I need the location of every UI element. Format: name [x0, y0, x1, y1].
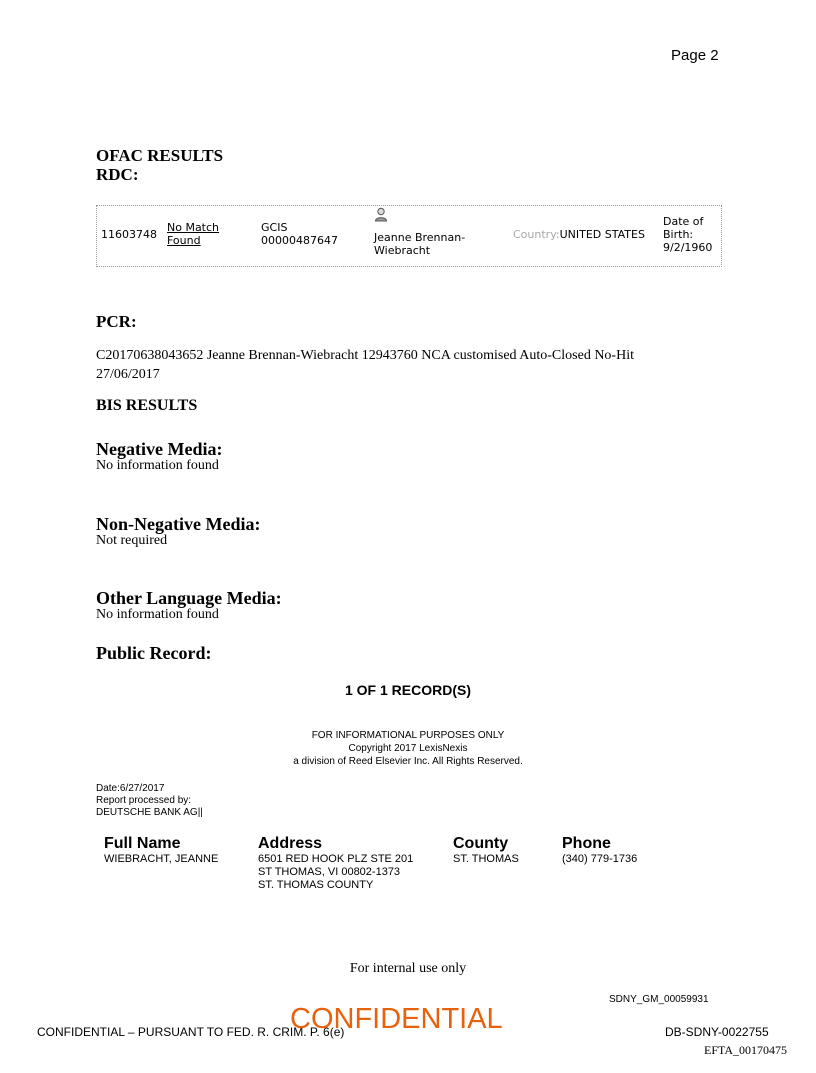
non-negative-media-text: Not required [96, 533, 168, 548]
pcr-line-1: C20170638043652 Jeanne Brennan-Wiebracht 12943760 NCA customised Auto-Closed No-Hit [96, 348, 634, 363]
pcr-heading: PCR: [96, 312, 137, 331]
copyright-notice: FOR INFORMATIONAL PURPOSES ONLY Copyright 2017 LexisNexis a division of Reed Elsevier Inc. All Rights Reserved. [293, 730, 523, 767]
public-record-heading: Public Record: [96, 643, 212, 663]
confidential-stamp: CONFIDENTIAL [290, 1003, 503, 1035]
report-date: Date:6/27/2017 [96, 783, 165, 794]
gcis-number: GCIS 00000487647 [261, 221, 338, 247]
phone-header: Phone [562, 835, 611, 852]
rdc-id: 11603748 [101, 228, 157, 241]
bis-results-heading: BIS RESULTS [96, 397, 198, 414]
county-header: County [453, 835, 509, 852]
non-negative-media-heading: Non-Negative Media: [96, 514, 261, 534]
pcr-line-2: 27/06/2017 [96, 367, 160, 382]
address-header: Address [258, 835, 323, 852]
rdc-result-row [96, 205, 722, 267]
country-label: Country: [513, 228, 560, 241]
person-icon [374, 207, 388, 222]
internal-use-note: For internal use only [349, 961, 467, 976]
record-county: ST. THOMAS [453, 853, 519, 865]
record-address: 6501 RED HOOK PLZ STE 201 ST THOMAS, VI 00802-1373 ST. THOMAS COUNTY [258, 853, 414, 891]
record-phone: (340) 779-1736 [562, 853, 638, 865]
processed-by-label: Report processed by: [96, 795, 192, 806]
report-meta [96, 783, 203, 819]
bates-number: DB-SDNY-0022755 [665, 1025, 769, 1039]
rdc-heading: RDC: [96, 165, 139, 184]
other-language-media-text: No information found [96, 607, 219, 622]
country-field [513, 228, 645, 241]
full-name-header: Full Name [104, 835, 181, 852]
efta-number: EFTA_00170475 [704, 1043, 788, 1057]
negative-media-text: No information found [96, 458, 219, 473]
processor-name: DEUTSCHE BANK AG|| [96, 807, 203, 818]
sdny-gm-number: SDNY_GM_00059931 [609, 994, 709, 1005]
record-full-name: WIEBRACHT, JEANNE [104, 853, 219, 865]
page-number: Page 2 [671, 47, 719, 64]
negative-media-heading: Negative Media: [96, 439, 223, 459]
ofac-results-heading: OFAC RESULTS [96, 146, 224, 165]
date-of-birth: Date of Birth: 9/2/1960 [663, 215, 713, 254]
country-value: UNITED STATES [559, 228, 645, 241]
no-match-found-link[interactable]: No Match Found [167, 221, 220, 247]
record-count: 1 OF 1 RECORD(S) [344, 682, 471, 698]
person-name: Jeanne Brennan- Wiebracht [374, 231, 466, 257]
other-language-media-heading: Other Language Media: [96, 588, 282, 608]
confidential-notice: CONFIDENTIAL – PURSUANT TO FED. R. CRIM. P. 6(e) [37, 1025, 345, 1039]
